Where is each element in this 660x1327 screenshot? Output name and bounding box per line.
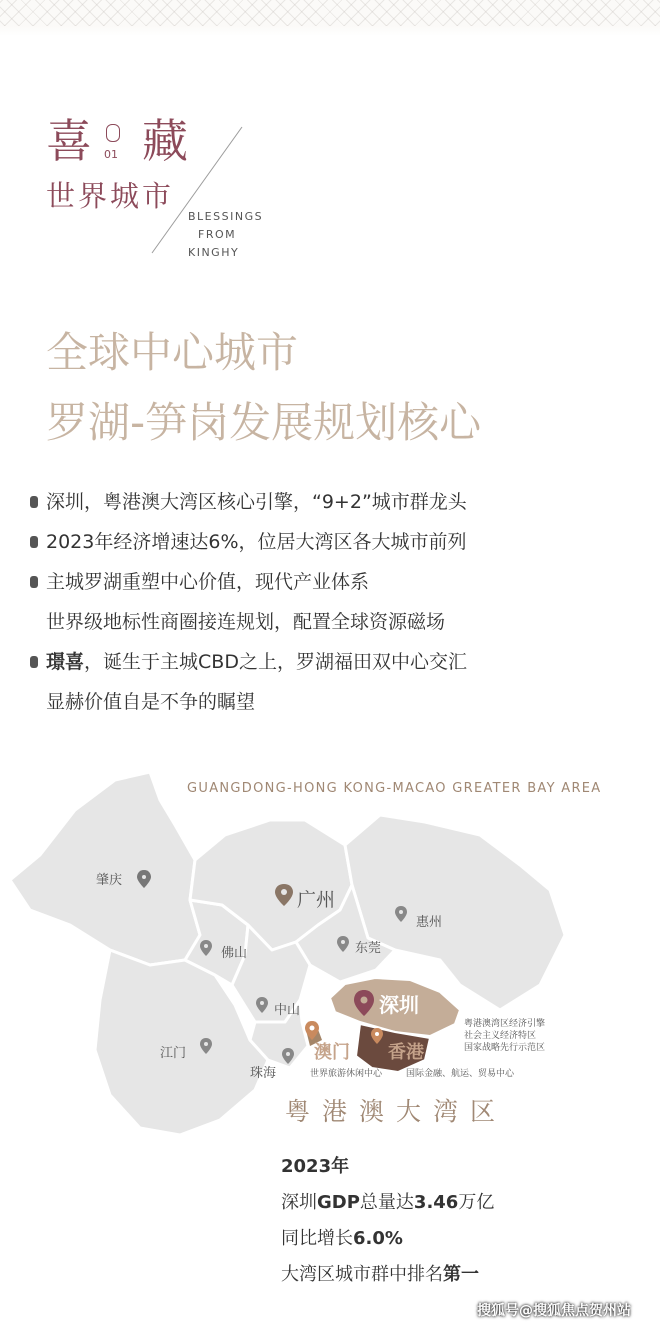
logo-number: 01 bbox=[104, 148, 118, 161]
bullet-dot-icon bbox=[30, 536, 38, 548]
bullet-item bbox=[30, 522, 467, 562]
city-label-zhuhai: 珠海 bbox=[250, 1066, 277, 1081]
stats-line-growth: 同比增长6.0% bbox=[281, 1228, 403, 1249]
logo-char-cang: 藏 bbox=[142, 114, 188, 168]
city-label-macao: 澳门 bbox=[314, 1042, 350, 1063]
bullet-text: 世界级地标性商圈接连规划，配置全球资源磁场 bbox=[46, 611, 446, 633]
macao-note: 世界旅游休闲中心 bbox=[310, 1069, 383, 1079]
city-label-hongkong: 香港 bbox=[388, 1042, 424, 1063]
bullet-text: 深圳，粤港澳大湾区核心引擎，“9+2”城市群龙头 bbox=[46, 491, 467, 513]
bullet-item bbox=[30, 482, 467, 522]
bullet-strong-text: 璟喜 bbox=[46, 651, 85, 673]
logo-char-xi: 喜 bbox=[46, 114, 92, 168]
city-label-shenzhen: 深圳 bbox=[379, 993, 419, 1017]
stats-line-gdp: 深圳GDP总量达3.46万亿 bbox=[281, 1192, 495, 1213]
city-label-guangzhou: 广州 bbox=[297, 889, 336, 911]
shenzhen-note-line: 粤港澳湾区经济引擎 bbox=[464, 1019, 546, 1029]
bullet-text: 主城罗湖重塑中心价值，现代产业体系 bbox=[46, 571, 370, 593]
bullet-dot-icon bbox=[30, 576, 38, 588]
map-title: GUANGDONG-HONG KONG-MACAO GREATER BAY AREA bbox=[187, 781, 602, 796]
bay-area-title: 粤港澳大湾区 bbox=[285, 1097, 508, 1126]
blessing-line-3: KINGHY bbox=[188, 246, 240, 259]
city-label-dongguan: 东莞 bbox=[355, 941, 382, 956]
bullet-item-continued bbox=[30, 682, 467, 722]
bullet-item bbox=[30, 642, 467, 682]
top-pattern bbox=[0, 0, 660, 36]
logo-subtitle: 世界城市 bbox=[46, 179, 175, 213]
gdp-stats bbox=[281, 1149, 494, 1293]
headline bbox=[46, 318, 481, 458]
stats-year: 2023年 bbox=[281, 1156, 350, 1177]
bullet-text: 2023年经济增速达6%，位居大湾区各大城市前列 bbox=[46, 531, 467, 553]
blessing-line-2: FROM bbox=[198, 228, 237, 241]
bullet-text: 显赫价值自是不争的瞩望 bbox=[46, 691, 256, 713]
bullet-item-continued bbox=[30, 602, 467, 642]
bay-area-map bbox=[0, 760, 660, 1140]
headline-line-1: 全球中心城市 bbox=[46, 328, 299, 377]
headline-line-2: 罗湖-笋岗发展规划核心 bbox=[46, 398, 482, 447]
blessing-line-1: BLESSINGS bbox=[188, 210, 264, 223]
city-label-zhongshan: 中山 bbox=[274, 1003, 301, 1018]
city-label-zhaoqing: 肇庆 bbox=[96, 873, 123, 888]
watermark: 搜狐号@搜狐焦点贺州站 bbox=[477, 1303, 631, 1319]
city-label-huizhou: 惠州 bbox=[416, 915, 443, 930]
bullet-item bbox=[30, 562, 467, 602]
shenzhen-note-line: 国家战略先行示范区 bbox=[464, 1043, 546, 1053]
shenzhen-note-line: 社会主义经济特区 bbox=[464, 1031, 537, 1041]
city-label-foshan: 佛山 bbox=[221, 946, 248, 961]
shenzhen-note bbox=[464, 1018, 545, 1054]
blessing-text bbox=[188, 208, 263, 262]
hongkong-note: 国际金融、航运、贸易中心 bbox=[406, 1069, 515, 1079]
bullet-text: ，诞生于主城CBD之上，罗湖福田双中心交汇 bbox=[84, 651, 467, 673]
logo-badge-icon bbox=[106, 124, 120, 142]
bullet-dot-icon bbox=[30, 656, 38, 668]
bullet-list bbox=[30, 482, 467, 722]
city-label-jiangmen: 江门 bbox=[160, 1046, 187, 1061]
stats-line-rank: 大湾区城市群中排名第一 bbox=[281, 1264, 479, 1285]
bullet-dot-icon bbox=[30, 496, 38, 508]
